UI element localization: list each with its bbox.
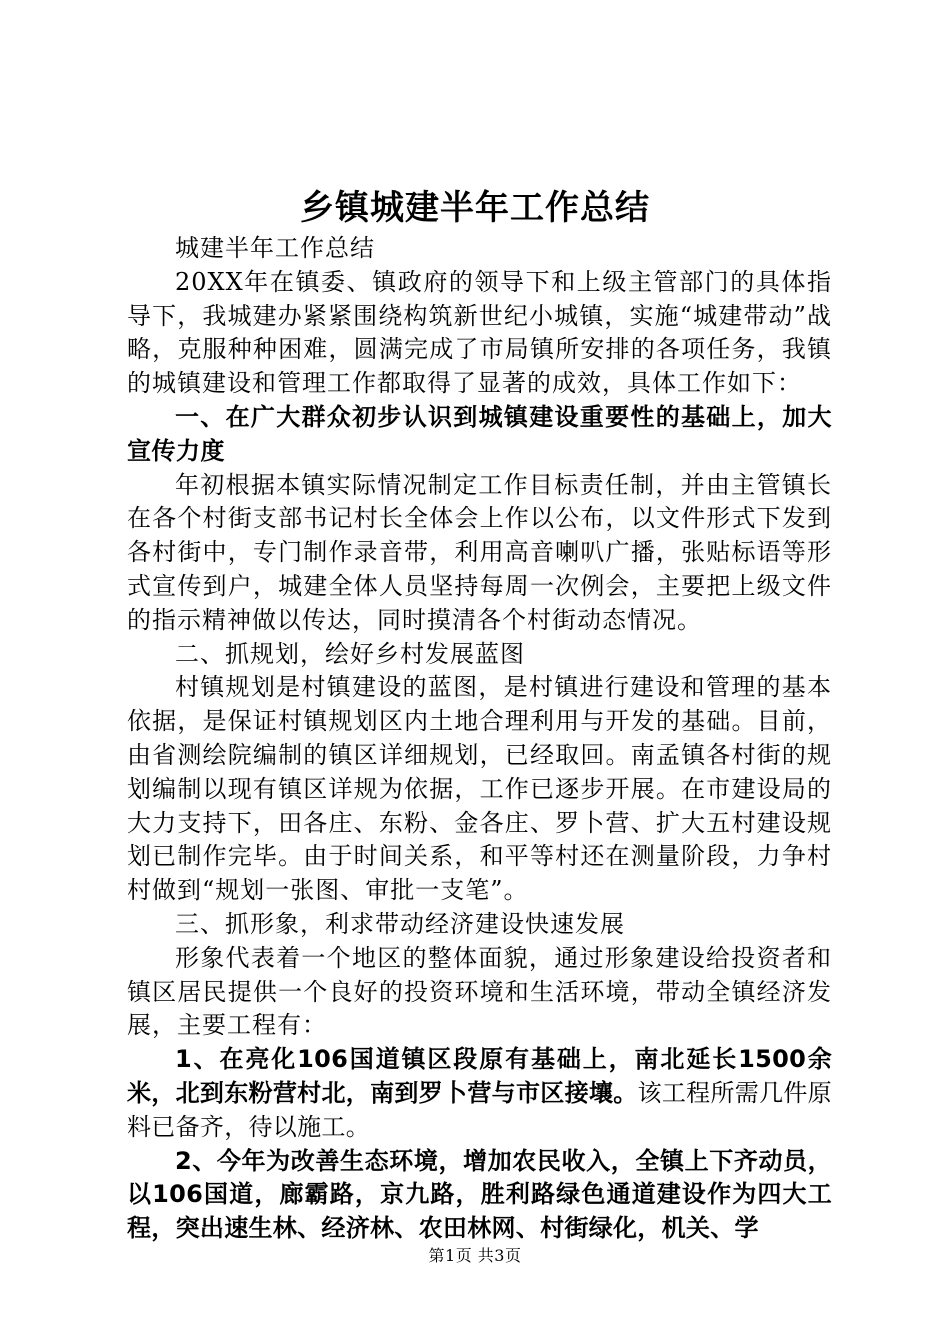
- subtitle-paragraph: 城建半年工作总结: [175, 234, 375, 262]
- item-1-paragraph: [127, 1043, 832, 1144]
- section-heading-1: 一、在广大群众初步认识到城镇建设重要性的基础上，加大宣传力度: [127, 402, 832, 465]
- section-heading-2: 二、抓规划，绘好乡村发展蓝图: [175, 639, 525, 668]
- intro-paragraph: 20XX年在镇委、镇政府的领导下和上级主管部门的具体指导下，我城建办紧紧围绕构筑新世纪小城镇，实施“城建带动”战略，克服种种困难，圆满完成了市局镇所安排的各项任务，我镇的城镇建设和管理工作都取得了显著的成效，具体工作如下：: [127, 267, 832, 398]
- section-heading-3: 三、抓形象，利求带动经济建设快速发展: [175, 909, 625, 938]
- document-body: [127, 232, 832, 1246]
- section-1-paragraph: 年初根据本镇实际情况制定工作目标责任制，并由主管镇长在各个村街支部书记村长全体会上作以公布，以文件形式下发到各村街中，专门制作录音带，利用高音喇叭广播，张贴标语等形式宣传到户，城建全体人员坚持每周一次例会，主要把上级文件的指示精神做以传达，同时摸清各个村街动态情况。: [127, 470, 832, 634]
- page-footer: 第1页 共3页: [428, 1246, 522, 1265]
- document-title: 乡镇城建半年工作总结: [300, 188, 650, 228]
- item-1-bold-text: 1、在亮化106国道镇区段原有基础上，南北延长1500余米，北到东粉营村北，南到罗卜营与市区接壤。: [127, 1045, 832, 1107]
- section-3-paragraph: 形象代表着一个地区的整体面貌，通过形象建设给投资者和镇区居民提供一个良好的投资环境和生活环境，带动全镇经济发展，主要工程有：: [127, 943, 832, 1040]
- item-2-paragraph: 2、今年为改善生态环境，增加农民收入，全镇上下齐动员，以106国道，廊霸路，京九路，胜利路绿色通道建设作为四大工程，突出速生林、经济林、农田林网、村街绿化，机关、学: [127, 1146, 832, 1243]
- section-2-paragraph: 村镇规划是村镇建设的蓝图，是村镇进行建设和管理的基本依据，是保证村镇规划区内土地合理利用与开发的基础。目前，由省测绘院编制的镇区详细规划，已经取回。南孟镇各村街的规划编制以现有镇区详规为依据，工作已逐步开展。在市建设局的大力支持下，田各庄、东粉、金各庄、罗卜营、扩大五村建设规划已制作完毕。由于时间关系，和平等村还在测量阶段，力争村村做到“规划一张图、审批一支笔”。: [127, 673, 832, 905]
- item-1-plain-text: 该工程所需几件原料已备齐，待以施工。: [127, 1078, 832, 1141]
